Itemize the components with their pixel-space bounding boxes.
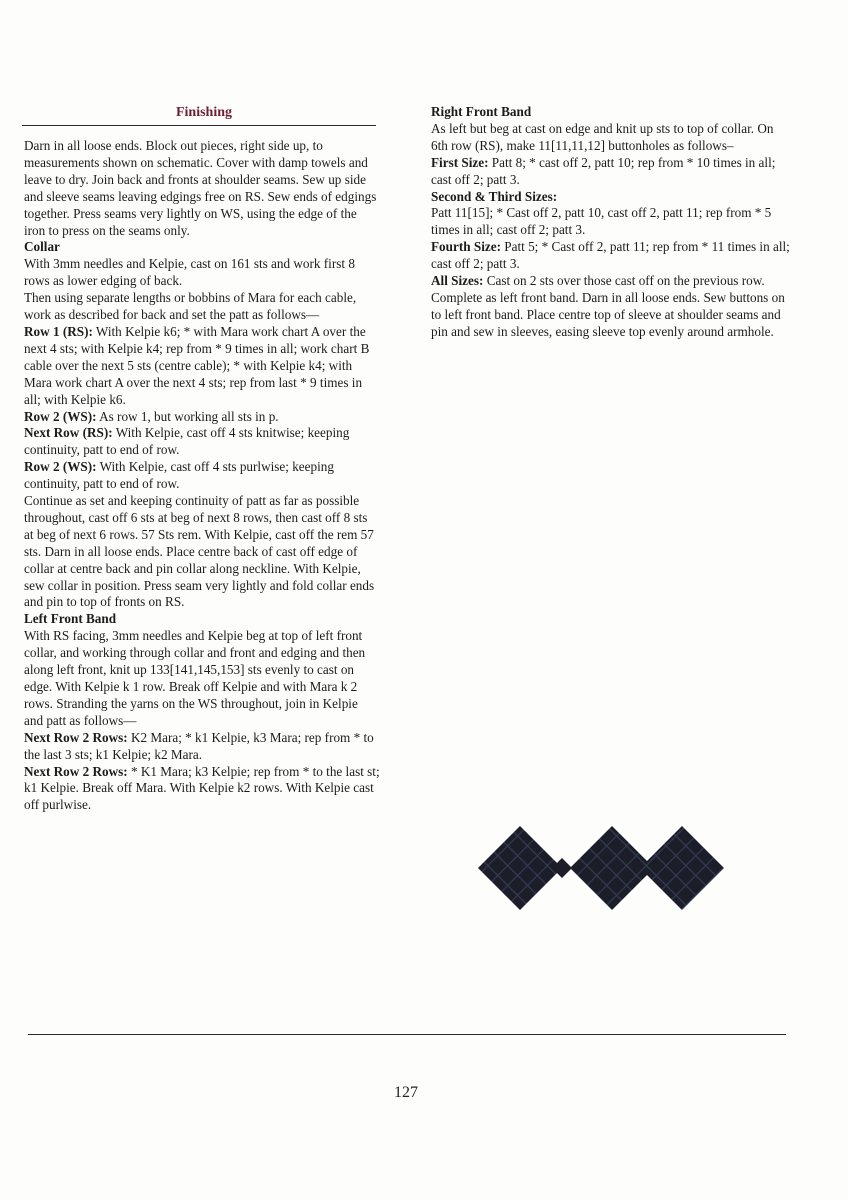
size-label: All Sizes:	[431, 273, 484, 289]
collar-paragraph-1: With 3mm needles and Kelpie, cast on 161 sts and work first 8 rows as lower edging of back.	[24, 256, 355, 289]
size-text: Cast on 2 sts over those cast off on the previous row. Complete as left front band. Darn in all loose ends. Sew buttons on to left front band. Place centre top of sleeve at shoulder seams and pin and sew in sleeves, easing sleeve top evenly around armhole.	[431, 273, 785, 339]
diamond-motif-icon	[478, 826, 724, 910]
right-column	[431, 104, 791, 341]
row-text: With Kelpie k6; * with Mara work chart A over the next 4 sts; with Kelpie k4; rep from * 9 times in all; work chart B cable over the next 5 sts (centre cable); * with Kelpie k4; with Mara work chart A over the next 4 sts; rep from last * 9 times in all; with Kelpie k6.	[24, 323, 370, 407]
collar-paragraph-2: Then using separate lengths or bobbins of Mara for each cable, work as described for back and set the patt as follows—	[24, 290, 357, 323]
collar-row-1	[24, 324, 380, 409]
diamond-shape	[640, 826, 724, 910]
left-front-band-next-row-2	[24, 764, 380, 815]
left-column	[24, 104, 380, 814]
row-text: * K1 Mara; k3 Kelpie; rep from * to the last st; k1 Kelpie. Break off Mara. With Kelpie k2 rows. With Kelpie cast off purlwise.	[24, 763, 380, 813]
second-third-sizes-text: Patt 11[15]; * Cast off 2, patt 10, cast off 2, patt 11; rep from * 5 times in all; cast off 2; patt 3.	[431, 205, 772, 238]
row-label: Row 1 (RS):	[24, 323, 93, 339]
diamond-shape	[478, 826, 562, 910]
row-label: Next Row 2 Rows:	[24, 729, 128, 745]
size-text: Patt 8; * cast off 2, patt 10; rep from * 10 times in all; cast off 2; patt 3.	[431, 154, 776, 187]
fourth-size-instruction	[431, 239, 791, 273]
collar-heading: Collar	[24, 239, 60, 255]
finishing-title: Finishing	[175, 105, 233, 120]
collar-row-2-ws	[24, 459, 380, 493]
size-label: First Size:	[431, 154, 489, 170]
collar-next-row	[24, 425, 380, 459]
row-label: Next Row 2 Rows:	[24, 763, 128, 779]
collar-paragraph-3: Continue as set and keeping continuity of patt as far as possible throughout, cast off 6 sts at beg of next 8 rows, then cast off 8 sts at beg of next 6 rows. 57 Sts rem. With Kelpie, cast off the rem 57 sts. Darn in all loose ends. Place centre back of cast off edge of collar at centre back and pin collar along neckline. With Kelpie, sew collar in position. Press seam very lightly and fold collar ends and pin to top of fronts on RS.	[24, 493, 375, 610]
right-front-band-heading: Right Front Band	[431, 104, 532, 119]
row-text: With Kelpie, cast off 4 sts knitwise; keeping continuity, patt to end of row.	[24, 425, 350, 458]
title-divider	[22, 125, 376, 126]
right-front-band-paragraph: As left but beg at cast on edge and knit up sts to top of collar. On 6th row (RS), make 11[11,11,12] buttonholes as follows–	[431, 120, 774, 153]
all-sizes-instruction	[431, 273, 791, 341]
row-text: With Kelpie, cast off 4 sts purlwise; keeping continuity, patt to end of row.	[24, 459, 334, 492]
size-text: Patt 5; * Cast off 2, patt 11; rep from * 11 times in all; cast off 2; patt 3.	[431, 239, 790, 272]
row-text: K2 Mara; * k1 Kelpie, k3 Mara; rep from * to the last 3 sts; k1 Kelpie; k2 Mara.	[24, 729, 374, 762]
row-label: Row 2 (WS):	[24, 408, 97, 424]
left-front-band-next-row-1	[24, 730, 380, 764]
second-third-sizes-heading: Second & Third Sizes:	[431, 188, 558, 204]
row-text: As row 1, but working all sts in p.	[96, 408, 279, 424]
left-front-band-paragraph: With RS facing, 3mm needles and Kelpie beg at top of left front collar, and working through collar and front and edging and then along left front, knit up 133[141,145,153] sts evenly to cast on edge. With Kelpie k 1 row. Break off Kelpie and with Mara k 2 rows. Stranding the yarns on the WS throughout, join in Kelpie and patt as follows—	[24, 628, 366, 728]
collar-row-2	[24, 409, 380, 426]
row-label: Next Row (RS):	[24, 425, 113, 441]
first-size-instruction	[431, 155, 791, 189]
size-label: Fourth Size:	[431, 239, 501, 255]
left-front-band-heading: Left Front Band	[24, 611, 117, 627]
row-label: Row 2 (WS):	[24, 459, 97, 475]
footer-divider	[28, 1034, 786, 1035]
finishing-intro: Darn in all loose ends. Block out pieces, right side up, to measurements shown on schematic. Cover with damp towels and leave to dry. Join back and fronts at shoulder seams. Sew up side and sleeve seams leaving edgings free on RS. Sew ends of edgings together. Press seams very lightly on WS, using the edge of the iron to press on the seams only.	[24, 138, 377, 238]
page-number: 127	[394, 1084, 418, 1101]
